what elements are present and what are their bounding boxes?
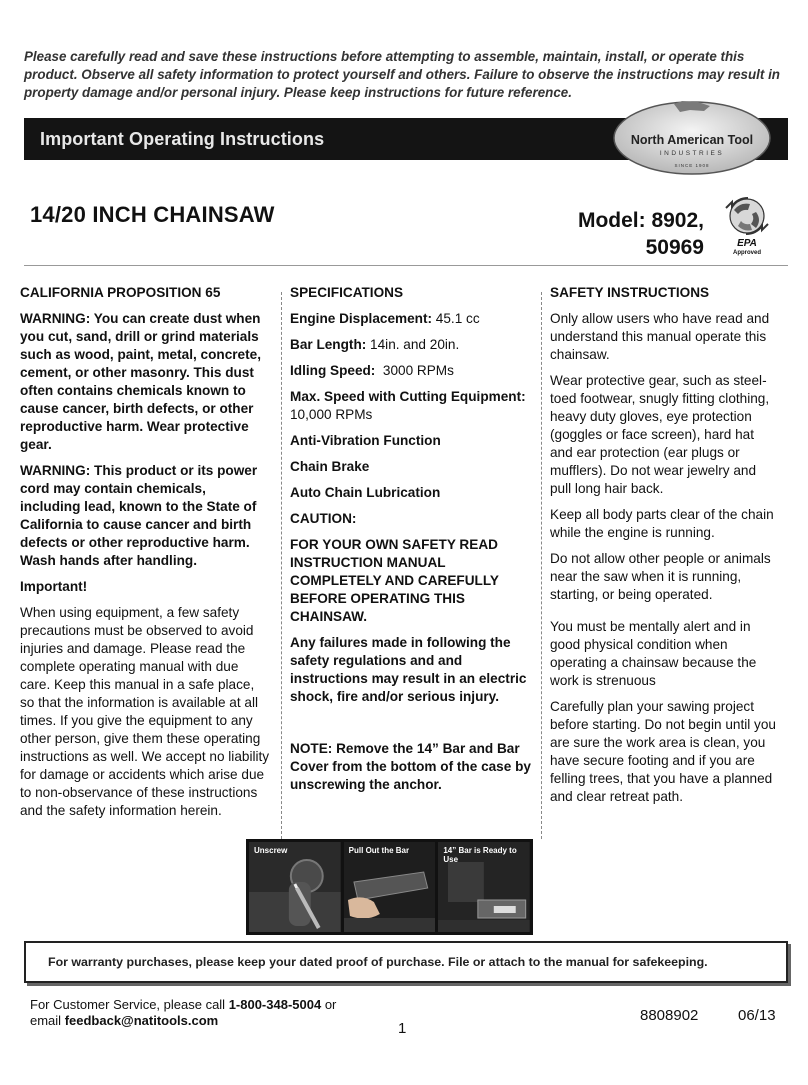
- column-divider-1: [281, 292, 282, 839]
- caution-heading: CAUTION:: [290, 511, 357, 526]
- page-title: 14/20 INCH CHAINSAW: [30, 202, 275, 227]
- warning-text: You can create dust when you cut, sand, drill or grind materials such as wood, paint, metal, concrete, cement, or other masonry. This dust often contains chemicals known to cause cancer, birth defects, or other reproductive harm. Wear protective gear.: [20, 311, 261, 452]
- prop65-warning-1: [20, 310, 270, 454]
- important-text: When using equipment, a few safety precautions must be observed to avoid injuries and damage. Please read the complete operating manual with due care. Keep this manual in a safe place, so that the information is available at all times. If you give the equipment to any other person, give them these operating instructions as well. We accept no liability for damage or accidents which arise due to non-observance of these instructions and the safety information herein.: [20, 605, 270, 818]
- prop65-column: [20, 284, 270, 828]
- specifications-heading: SPECIFICATIONS: [290, 285, 404, 300]
- spec-engine-displacement: [290, 310, 536, 328]
- safety-paragraph: Keep all body parts clear of the chain while the engine is running.: [550, 507, 774, 540]
- svg-text:SINCE 1908: SINCE 1908: [674, 163, 710, 168]
- banner-title: Important Operating Instructions: [40, 129, 325, 149]
- safety-paragraph: Wear protective gear, such as steel-toed footwear, snugly fitting clothing, heavy duty gloves, eye protection (goggles or face screen), hard hat and ear protection (ear plugs or mufflers). Do not wear jewelry and pull long hair back.: [550, 373, 770, 496]
- model-line-2: 50969: [645, 236, 704, 259]
- spec-max-speed: [290, 388, 536, 424]
- customer-service-line: [30, 997, 336, 1013]
- spec-value: 3000 RPMs: [375, 363, 454, 378]
- photo-pull-out-bar: [344, 842, 436, 932]
- email-prefix: email: [30, 1013, 65, 1028]
- safety-paragraph: Only allow users who have read and understand this manual operate this chainsaw.: [550, 311, 770, 362]
- prop65-warning-2: [20, 462, 270, 570]
- spec-bar-length: [290, 336, 536, 354]
- email-address: feedback@natitools.com: [64, 1013, 219, 1028]
- failures-text: Any failures made in following the safety regulations and and instructions may result in an electric shock, fire and/or serious injury.: [290, 635, 527, 704]
- photo-unscrew: [249, 842, 341, 932]
- spec-idling-speed: [290, 362, 536, 380]
- svg-text:North American Tool: North American Tool: [630, 133, 754, 147]
- safety-paragraph: Carefully plan your sawing project before starting. Do not begin until you are sure the work area is clean, you have secure footing and if you are felling trees, that you have a planned and clear retreat path.: [550, 699, 776, 804]
- svg-text:EPA: EPA: [737, 238, 757, 249]
- safety-paragraph: You must be mentally alert and in good physical condition when operating a chainsaw because the work is strenuous: [550, 619, 757, 688]
- document-date: 06/13: [738, 1007, 776, 1024]
- spec-value: 14in. and 20in.: [366, 337, 460, 352]
- spec-label: Bar Length:: [290, 337, 367, 352]
- feature-anti-vibration: Anti-Vibration Function: [290, 433, 441, 448]
- company-logo: [612, 98, 772, 176]
- spec-value: 10,000 RPMs: [290, 407, 373, 422]
- email-line: [30, 1013, 336, 1029]
- epa-badge: [718, 192, 776, 258]
- warranty-notice-box: [24, 941, 788, 983]
- svg-text:Approved: Approved: [732, 250, 762, 256]
- feature-auto-lubrication: Auto Chain Lubrication: [290, 485, 441, 500]
- warranty-text: For warranty purchases, please keep your dated proof of purchase. File or attach to the manual for safekeeping.: [48, 955, 708, 969]
- safety-paragraph: Do not allow other people or animals near the saw when it is running, starting, or being operated.: [550, 551, 771, 602]
- unscrew-photo-icon: [249, 842, 341, 932]
- prop65-heading: CALIFORNIA PROPOSITION 65: [20, 285, 221, 300]
- warning-label: WARNING:: [20, 311, 91, 326]
- globe-recycle-icon: [718, 192, 776, 258]
- document-number: 8808902: [640, 1007, 699, 1024]
- service-prefix: For Customer Service, please call: [30, 997, 229, 1012]
- photo-bar-ready: [438, 842, 530, 932]
- warning-text: This product or its power cord may contain chemicals, including lead, known to the State of California to cause cancer and birth defects or other reproductive harm. Wash hands after handling.: [20, 463, 258, 568]
- bar-removal-note: NOTE: Remove the 14” Bar and Bar Cover from the bottom of the case by unscrewing the anchor.: [290, 741, 531, 792]
- phone-number: 1-800-348-5004: [228, 997, 322, 1012]
- north-america-map-icon: [612, 98, 772, 176]
- spec-value: 45.1 cc: [432, 311, 480, 326]
- feature-chain-brake: Chain Brake: [290, 459, 370, 474]
- important-heading: Important!: [20, 579, 88, 594]
- page-number: 1: [398, 1020, 407, 1037]
- column-divider-2: [541, 292, 542, 839]
- photo-label: 14” Bar is Ready to Use: [443, 846, 517, 864]
- safety-column: [550, 284, 776, 814]
- service-suffix: or: [321, 997, 337, 1012]
- warning-label: WARNING:: [20, 463, 91, 478]
- spec-label: Max. Speed with Cutting Equipment:: [290, 389, 526, 404]
- svg-text:INDUSTRIES: INDUSTRIES: [659, 150, 725, 157]
- spec-label: Idling Speed:: [290, 363, 376, 378]
- photo-label: Unscrew: [254, 846, 288, 855]
- intro-notice: Please carefully read and save these instructions before attempting to assemble, maintain, install, or operate this product. Observe all safety information to protect yourself and others. Failure to observe the instructions may result in property damage and/or personal injury. Please keep instructions for future reference.: [24, 49, 780, 100]
- specifications-column: [290, 284, 536, 802]
- spec-label: Engine Displacement:: [290, 311, 433, 326]
- bar-removal-photos: [246, 839, 533, 935]
- title-divider: [24, 265, 788, 266]
- photo-label: Pull Out the Bar: [348, 846, 410, 855]
- model-line-1: Model: 8902,: [577, 209, 704, 232]
- model-number: [474, 207, 704, 261]
- customer-service-info: [30, 997, 336, 1029]
- caution-text: FOR YOUR OWN SAFETY READ INSTRUCTION MANUAL COMPLETELY AND CAREFULLY BEFORE OPERATING THIS CHAINSAW.: [290, 537, 499, 624]
- pull-bar-photo-icon: [344, 842, 436, 932]
- safety-heading: SAFETY INSTRUCTIONS: [550, 285, 710, 300]
